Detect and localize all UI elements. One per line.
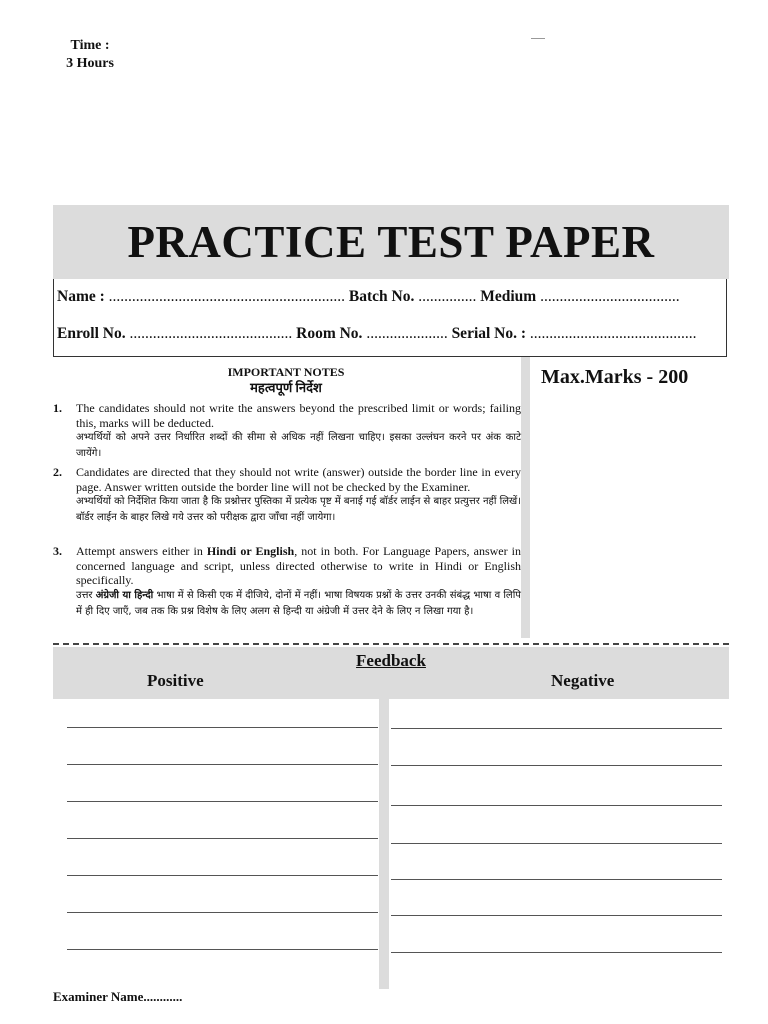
notes-heading-hindi: महत्वपूर्ण निर्देश (250, 380, 322, 395)
note-text-part: , not in both. For Language Papers, answer in concerned language and script, unless directed otherwise to write in Hindi or English specifically. (76, 544, 521, 588)
room-field[interactable]: ..................... (366, 325, 448, 342)
notes-divider (521, 357, 530, 638)
note-text-emphasis: अंग्रेजी या हिन्दी (95, 590, 154, 602)
candidate-info-row-1 (57, 287, 680, 307)
note-text-english: The candidates should not write the answers beyond the prescribed limit or words; failing this, marks will be deducted. (76, 401, 521, 430)
positive-line[interactable] (67, 912, 378, 913)
note-item-2 (53, 465, 521, 525)
medium-label: Medium (480, 288, 537, 305)
note-text-part: भाषा में से किसी एक में दीजिये, दोनों में नहीं। भाषा विषयक प्रश्नों के उत्तर उनकी संबंद्ध भाषा व लिपि में ही दिए जाएँ, जब तक कि प्रश्न विशेष के लिए अलग से हिन्दी या अंग्रेजी में उत्तर देने के लिए न लिखा गया है। (76, 590, 521, 617)
note-text-hindi (76, 588, 521, 619)
enroll-field[interactable]: .......................................... (129, 325, 293, 342)
note-text-part: Attempt answers either in (76, 544, 207, 558)
note-text-emphasis: Hindi or English (206, 544, 295, 558)
note-text-hindi: अभ्यर्थियों को निर्देशित किया जाता है कि प्रश्नोत्तर पुस्तिका में प्रत्येक पृष्ट में बनाई गई बॉर्डर लाईन से बाहर प्रत्युत्तर नहीं लिखें। बॉर्डर लाईन के बाहर लिखे गये उत्तर को परीक्षक द्वारा जाँचा नहीं जायेगा। (76, 496, 521, 523)
positive-line[interactable] (67, 764, 378, 765)
note-text-english (76, 544, 521, 588)
negative-line[interactable] (391, 879, 722, 880)
positive-line[interactable] (67, 875, 378, 876)
negative-line[interactable] (391, 915, 722, 916)
max-marks: Max.Marks - 200 (541, 366, 689, 388)
feedback-negative-label: Negative (551, 671, 615, 690)
note-number: 3. (53, 544, 62, 558)
notes-heading: IMPORTANT NOTES (227, 365, 345, 379)
medium-field[interactable]: .................................... (540, 288, 680, 305)
batch-label: Batch No. (348, 288, 415, 305)
note-text-hindi: अभ्यर्थियों को अपने उत्तर निर्धारित शब्दों की सीमा से अधिक नहीं लिखना चाहिए। इसका उल्लंघन करने पर अंक काटे जायेंगे। (76, 432, 521, 459)
name-label: Name : (57, 288, 105, 305)
note-text-part: उत्तर (76, 590, 96, 602)
positive-line[interactable] (67, 949, 378, 950)
negative-line[interactable] (391, 765, 722, 766)
batch-field[interactable]: ............... (418, 288, 477, 305)
positive-line[interactable] (67, 838, 378, 839)
enroll-label: Enroll No. (57, 325, 126, 342)
serial-label: Serial No. : (451, 325, 527, 342)
name-field[interactable]: ............................................................. (108, 288, 346, 305)
note-text-english: Candidates are directed that they should not write (answer) outside the border line in every page. Answer written outside the border line will not be checked by the Examiner. (76, 465, 521, 494)
positive-line[interactable] (67, 801, 378, 802)
time-value: 3 Hours (66, 56, 114, 71)
negative-line[interactable] (391, 805, 722, 806)
negative-line[interactable] (391, 728, 722, 729)
note-number: 2. (53, 465, 62, 479)
scan-mark (531, 38, 545, 39)
room-label: Room No. (296, 325, 363, 342)
examiner-name-field[interactable]: Examiner Name............ (53, 989, 183, 1004)
negative-line[interactable] (391, 952, 722, 953)
note-number: 1. (53, 401, 62, 415)
negative-line[interactable] (391, 843, 722, 844)
time-block (62, 37, 118, 73)
serial-field[interactable]: ........................................... (529, 325, 697, 342)
feedback-positive-label: Positive (147, 671, 204, 690)
cut-line (53, 643, 729, 645)
time-label: Time : (70, 38, 110, 53)
candidate-info-row-2 (57, 324, 697, 344)
note-item-1 (53, 401, 521, 461)
page-title: PRACTICE TEST PAPER (127, 217, 655, 267)
positive-line[interactable] (67, 727, 378, 728)
note-item-3 (53, 544, 521, 619)
feedback-divider (379, 699, 389, 989)
feedback-title: Feedback (356, 651, 426, 670)
